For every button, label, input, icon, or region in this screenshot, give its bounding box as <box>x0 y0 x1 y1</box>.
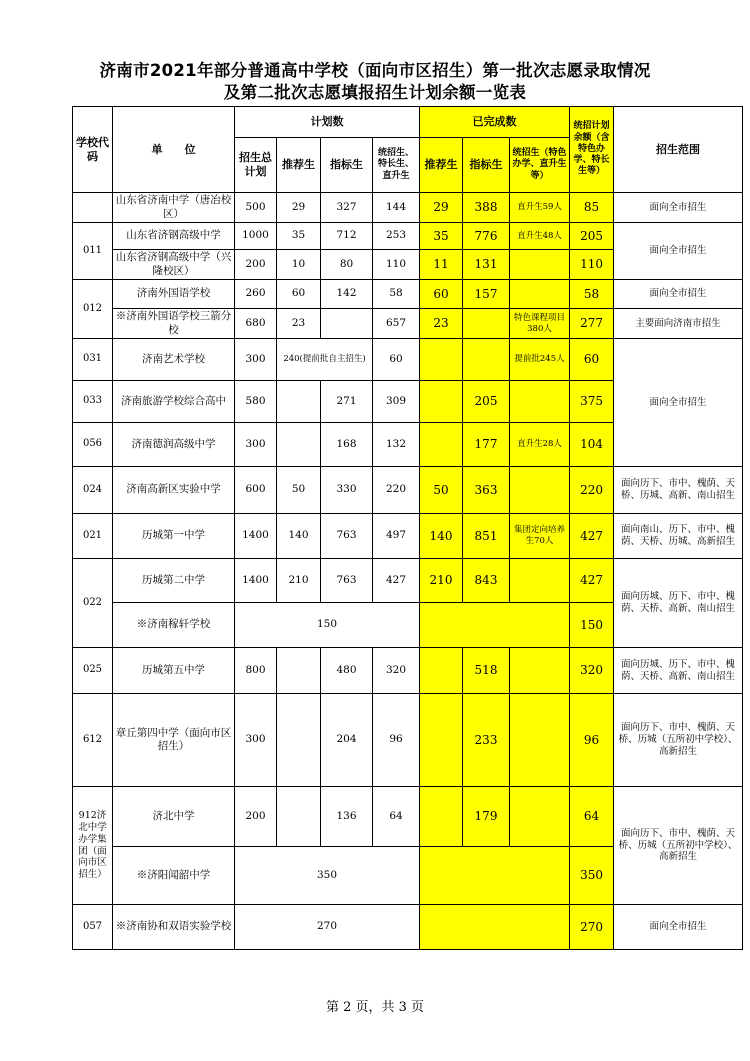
remain-cell: 220 <box>570 467 614 514</box>
quota-cell: 330 <box>321 467 373 514</box>
header-remaining: 统招计划余额（含特色办学、特长生等） <box>570 107 614 193</box>
remain-cell: 375 <box>570 381 614 423</box>
unit-cell: 山东省济钢高级中学 <box>113 223 235 250</box>
unit-cell: 山东省济南中学（唐冶校区） <box>113 193 235 223</box>
page-footer: 第 2 页，共 3 页 <box>325 1000 425 1015</box>
table-row <box>73 467 743 514</box>
scope-cell: 面向历下、市中、槐荫、天桥、历城（五所初中学校）、高新招生 <box>614 787 743 905</box>
header-row-1 <box>73 107 743 138</box>
header-recommended: 推荐生 <box>277 138 321 193</box>
header-done-group: 已完成数 <box>420 107 570 138</box>
done-rec-cell: 210 <box>420 559 463 603</box>
total-cell: 600 <box>235 467 277 514</box>
quota-cell: 142 <box>321 280 373 309</box>
table-row <box>73 193 743 223</box>
done-rec-cell: 29 <box>420 193 463 223</box>
plan-merged-cell: 350 <box>235 847 420 905</box>
unified-cell: 320 <box>373 648 420 694</box>
done-unified-cell <box>510 467 570 514</box>
done-quota-cell: 131 <box>463 250 510 280</box>
rec-cell <box>277 787 321 847</box>
unit-cell: 历城第五中学 <box>113 648 235 694</box>
unified-cell: 110 <box>373 250 420 280</box>
done-quota-cell: 363 <box>463 467 510 514</box>
unified-cell: 657 <box>373 309 420 339</box>
remain-cell: 320 <box>570 648 614 694</box>
code-cell: 012 <box>73 280 113 339</box>
page-title-line2: 及第二批次志愿填报招生计划余额一览表 <box>223 83 527 102</box>
done-quota-cell: 179 <box>463 787 510 847</box>
unit-cell: ※济南稼轩学校 <box>113 603 235 648</box>
quota-cell: 763 <box>321 559 373 603</box>
unit-cell: 章丘第四中学（面向市区招生） <box>113 694 235 787</box>
header-code: 学校代码 <box>73 107 113 193</box>
done-quota-cell: 177 <box>463 423 510 467</box>
unified-cell: 497 <box>373 514 420 559</box>
rec-cell: 50 <box>277 467 321 514</box>
header-done-quota: 指标生 <box>463 138 510 193</box>
done-quota-cell: 851 <box>463 514 510 559</box>
header-unified: 统招生、特长生、直升生 <box>373 138 420 193</box>
done-rec-cell: 11 <box>420 250 463 280</box>
unit-cell: 济南旅游学校综合高中 <box>113 381 235 423</box>
done-unified-cell <box>510 381 570 423</box>
quota-cell: 763 <box>321 514 373 559</box>
plan-merged-cell: 150 <box>235 603 420 648</box>
total-cell: 500 <box>235 193 277 223</box>
total-cell: 200 <box>235 787 277 847</box>
rec-cell: 35 <box>277 223 321 250</box>
unified-cell: 309 <box>373 381 420 423</box>
remain-cell: 58 <box>570 280 614 309</box>
total-cell: 1000 <box>235 223 277 250</box>
unit-cell: 济北中学 <box>113 787 235 847</box>
done-merged-cell <box>420 847 570 905</box>
done-unified-cell <box>510 648 570 694</box>
unit-cell: 历城第一中学 <box>113 514 235 559</box>
remain-cell: 64 <box>570 787 614 847</box>
done-quota-cell: 157 <box>463 280 510 309</box>
code-cell: 022 <box>73 559 113 648</box>
code-cell <box>73 193 113 223</box>
unified-cell: 144 <box>373 193 420 223</box>
unit-cell: 济南高新区实验中学 <box>113 467 235 514</box>
unified-cell: 60 <box>373 339 420 381</box>
quota-cell: 168 <box>321 423 373 467</box>
total-cell: 580 <box>235 381 277 423</box>
remain-cell: 350 <box>570 847 614 905</box>
remain-cell: 96 <box>570 694 614 787</box>
remain-cell: 205 <box>570 223 614 250</box>
remain-cell: 427 <box>570 559 614 603</box>
unified-cell: 132 <box>373 423 420 467</box>
done-rec-cell: 50 <box>420 467 463 514</box>
unit-cell: 济南德润高级中学 <box>113 423 235 467</box>
scope-cell: 面向历城、历下、市中、槐荫、天桥、高新、南山招生 <box>614 648 743 694</box>
remain-cell: 104 <box>570 423 614 467</box>
code-cell: 021 <box>73 514 113 559</box>
table-row <box>73 694 743 787</box>
remain-cell: 85 <box>570 193 614 223</box>
done-rec-cell <box>420 694 463 787</box>
done-rec-cell <box>420 423 463 467</box>
rec-cell: 10 <box>277 250 321 280</box>
total-cell: 260 <box>235 280 277 309</box>
quota-cell: 136 <box>321 787 373 847</box>
done-unified-cell: 直升生28人 <box>510 423 570 467</box>
done-rec-cell: 60 <box>420 280 463 309</box>
rec-cell: 140 <box>277 514 321 559</box>
done-rec-cell <box>420 648 463 694</box>
unified-cell: 58 <box>373 280 420 309</box>
header-quota: 指标生 <box>321 138 373 193</box>
table-row <box>73 309 743 339</box>
quota-cell: 80 <box>321 250 373 280</box>
rec-cell: 210 <box>277 559 321 603</box>
table-row <box>73 787 743 847</box>
done-quota-cell: 776 <box>463 223 510 250</box>
unified-cell: 253 <box>373 223 420 250</box>
code-cell: 024 <box>73 467 113 514</box>
rec-cell: 29 <box>277 193 321 223</box>
done-unified-cell <box>510 787 570 847</box>
rec-cell <box>277 381 321 423</box>
scope-cell: 面向全市招生 <box>614 280 743 309</box>
page-title-line1: 济南市2021年部分普通高中学校（面向市区招生）第一批次志愿录取情况 <box>99 61 651 80</box>
code-cell: 612 <box>73 694 113 787</box>
done-unified-cell: 直升生48人 <box>510 223 570 250</box>
unit-cell: 历城第二中学 <box>113 559 235 603</box>
remain-cell: 150 <box>570 603 614 648</box>
table-row <box>73 905 743 950</box>
done-unified-cell <box>510 559 570 603</box>
scope-cell: 面向历城、历下、市中、槐荫、天桥、高新、南山招生 <box>614 559 743 648</box>
unit-cell: ※济南协和双语实验学校 <box>113 905 235 950</box>
header-plan-group: 计划数 <box>235 107 420 138</box>
remain-cell: 427 <box>570 514 614 559</box>
done-quota-cell: 233 <box>463 694 510 787</box>
code-cell: 057 <box>73 905 113 950</box>
total-cell: 300 <box>235 694 277 787</box>
total-cell: 300 <box>235 423 277 467</box>
unified-cell: 64 <box>373 787 420 847</box>
unit-cell: 济南艺术学校 <box>113 339 235 381</box>
done-unified-cell <box>510 280 570 309</box>
total-cell: 800 <box>235 648 277 694</box>
unit-cell: 山东省济钢高级中学（兴隆校区） <box>113 250 235 280</box>
done-merged-cell <box>420 603 570 648</box>
done-unified-cell <box>510 250 570 280</box>
header-total-plan: 招生总计划 <box>235 138 277 193</box>
done-quota-cell <box>463 309 510 339</box>
done-quota-cell: 518 <box>463 648 510 694</box>
scope-cell: 主要面向济南市招生 <box>614 309 743 339</box>
done-rec-cell: 140 <box>420 514 463 559</box>
done-quota-cell <box>463 339 510 381</box>
code-cell: 033 <box>73 381 113 423</box>
done-quota-cell: 843 <box>463 559 510 603</box>
scope-cell: 面向全市招生 <box>614 339 743 467</box>
remain-cell: 277 <box>570 309 614 339</box>
code-cell: 912济北中学办学集团（面向市区招生） <box>73 787 113 905</box>
done-quota-cell: 388 <box>463 193 510 223</box>
remain-cell: 110 <box>570 250 614 280</box>
unit-cell: 济南外国语学校 <box>113 280 235 309</box>
table-row <box>73 514 743 559</box>
total-cell: 300 <box>235 339 277 381</box>
done-rec-cell <box>420 381 463 423</box>
done-merged-cell <box>420 905 570 950</box>
rec-cell: 23 <box>277 309 321 339</box>
table-row <box>73 648 743 694</box>
done-unified-cell: 特色课程项目380人 <box>510 309 570 339</box>
remain-cell: 60 <box>570 339 614 381</box>
total-cell: 1400 <box>235 514 277 559</box>
header-done-recommended: 推荐生 <box>420 138 463 193</box>
done-rec-cell: 35 <box>420 223 463 250</box>
table-row <box>73 559 743 603</box>
done-unified-cell: 集团定向培养生70人 <box>510 514 570 559</box>
done-unified-cell <box>510 694 570 787</box>
header-scope: 招生范围 <box>614 107 743 193</box>
done-rec-cell <box>420 339 463 381</box>
scope-cell: 面向全市招生 <box>614 905 743 950</box>
quota-cell: 480 <box>321 648 373 694</box>
scope-cell: 面向历下、市中、槐荫、天桥、历城（五所初中学校）、高新招生 <box>614 694 743 787</box>
quota-cell: 204 <box>321 694 373 787</box>
code-cell: 011 <box>73 223 113 280</box>
done-quota-cell: 205 <box>463 381 510 423</box>
total-cell: 680 <box>235 309 277 339</box>
rec-quota-merged-cell: 240(提前批自主招生) <box>277 339 373 381</box>
done-rec-cell <box>420 787 463 847</box>
done-rec-cell: 23 <box>420 309 463 339</box>
scope-cell: 面向全市招生 <box>614 223 743 280</box>
rec-cell <box>277 694 321 787</box>
done-unified-cell: 直升生59人 <box>510 193 570 223</box>
quota-cell: 271 <box>321 381 373 423</box>
code-cell: 031 <box>73 339 113 381</box>
code-cell: 025 <box>73 648 113 694</box>
admission-table <box>72 106 743 950</box>
rec-cell <box>277 648 321 694</box>
scope-cell: 面向南山、历下、市中、槐荫、天桥、历城、高新招生 <box>614 514 743 559</box>
remain-cell: 270 <box>570 905 614 950</box>
unified-cell: 96 <box>373 694 420 787</box>
header-done-unified: 统招生（特色办学、直升生等） <box>510 138 570 193</box>
rec-cell: 60 <box>277 280 321 309</box>
table-row <box>73 280 743 309</box>
unit-cell: ※济南外国语学校三箭分校 <box>113 309 235 339</box>
quota-cell: 327 <box>321 193 373 223</box>
unified-cell: 220 <box>373 467 420 514</box>
plan-merged-cell: 270 <box>235 905 420 950</box>
rec-cell <box>277 423 321 467</box>
scope-cell: 面向历下、市中、槐荫、天桥、历城、高新、南山招生 <box>614 467 743 514</box>
quota-cell: 712 <box>321 223 373 250</box>
unit-cell: ※济阳闻韶中学 <box>113 847 235 905</box>
total-cell: 200 <box>235 250 277 280</box>
done-unified-cell: 提前批245人 <box>510 339 570 381</box>
code-cell: 056 <box>73 423 113 467</box>
quota-cell <box>321 309 373 339</box>
scope-cell: 面向全市招生 <box>614 193 743 223</box>
header-unit: 单 位 <box>113 107 235 193</box>
total-cell: 1400 <box>235 559 277 603</box>
unified-cell: 427 <box>373 559 420 603</box>
table-row <box>73 223 743 250</box>
table-row <box>73 339 743 381</box>
